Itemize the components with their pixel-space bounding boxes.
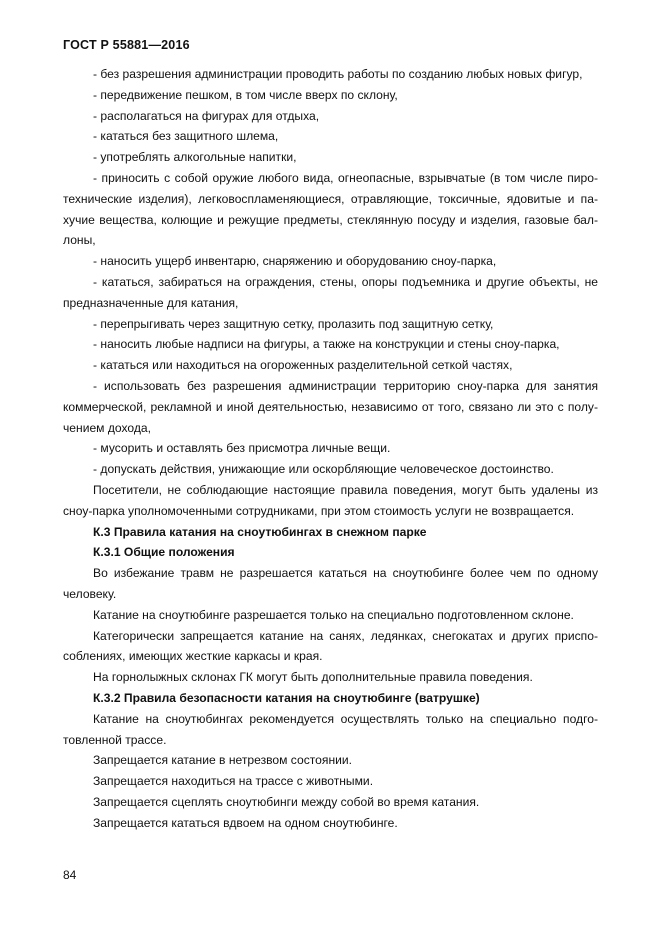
list-item: - кататься или находиться на огороженных разделительной сеткой частях, <box>93 358 513 373</box>
list-item: - наносить ущерб инвентарю, снаряжению и оборудованию сноу-парка, <box>93 254 497 269</box>
list-item: - мусорить и оставлять без присмотра личные вещи. <box>93 441 391 456</box>
list-item: - кататься, забираться на ограждения, стены, опоры подъемника и другие объекты, не предназначенные для катания, <box>63 274 598 310</box>
paragraph: На горнолыжных склонах ГК могут быть дополнительные правила поведения. <box>93 670 533 685</box>
list-item: - без разрешения администрации проводить работы по созданию любых новых фигур, <box>93 67 583 81</box>
paragraph: Во избежание травм не разрешается кататься на сноутюбинге более чем по одному человеку. <box>63 566 598 601</box>
paragraph: Категорически запрещается катание на санях, ледянках, снегокатах и других приспо-соблениях, имеющих жесткие каркасы и края. <box>63 628 598 664</box>
paragraph: Катание на сноутюбинге разрешается только на специально подготовленном склоне. <box>93 607 574 622</box>
section-heading: К.3 Правила катания на сноутюбингах в снежном парке <box>93 524 427 539</box>
subsection-heading: К.3.1 Общие положения <box>93 545 235 560</box>
list-item: - кататься без защитного шлема, <box>93 129 279 144</box>
page-number: 84 <box>63 868 77 882</box>
list-item: - использовать без разрешения администрации территорию сноу-парка для занятия коммерческой, рекламной и иной деятельностью, независимо от того, связано ли это с полу-чением дохода, <box>63 378 598 435</box>
list-item: - передвижение пешком, в том числе вверх по склону, <box>93 87 398 102</box>
paragraph: Запрещается кататься вдвоем на одном сноутюбинге. <box>93 815 398 830</box>
paragraph: Запрещается находиться на трассе с животными. <box>93 774 374 789</box>
paragraph: Посетители, не соблюдающие настоящие правила поведения, могут быть удалены из сноу-парка уполномоченными сотрудниками, при этом стоимость услуги не возвращается. <box>63 482 598 518</box>
subsection-heading: К.3.2 Правила безопасности катания на сноутюбинге (ватрушке) <box>93 690 480 705</box>
paragraph: Запрещается сцеплять сноутюбинги между собой во время катания. <box>93 794 480 809</box>
list-item: - перепрыгивать через защитную сетку, пролазить под защитную сетку, <box>93 316 494 331</box>
list-item: - допускать действия, унижающие или оскорбляющие человеческое достоинство. <box>93 462 554 477</box>
document-body <box>63 64 598 833</box>
list-item: - употреблять алкогольные напитки, <box>93 150 297 165</box>
list-item: - располагаться на фигурах для отдыха, <box>93 108 320 123</box>
list-item: - наносить любые надписи на фигуры, а также на конструкции и стены сноу-парка, <box>93 337 560 352</box>
paragraph: Катание на сноутюбингах рекомендуется осуществлять только на специально подго-товленной трассе. <box>63 711 598 747</box>
list-item: - приносить с собой оружие любого вида, огнеопасные, взрывчатые (в том числе пиро-технические изделия), легковоспламеняющиеся, отравляющие, токсичные, ядовитые и па-хучие вещества, колющие и режущие предметы, стеклянную посуду и изделия, газовые бал-лоны, <box>63 170 598 248</box>
document-header: ГОСТ Р 55881—2016 <box>63 38 190 52</box>
paragraph: Запрещается катание в нетрезвом состоянии. <box>93 753 352 768</box>
